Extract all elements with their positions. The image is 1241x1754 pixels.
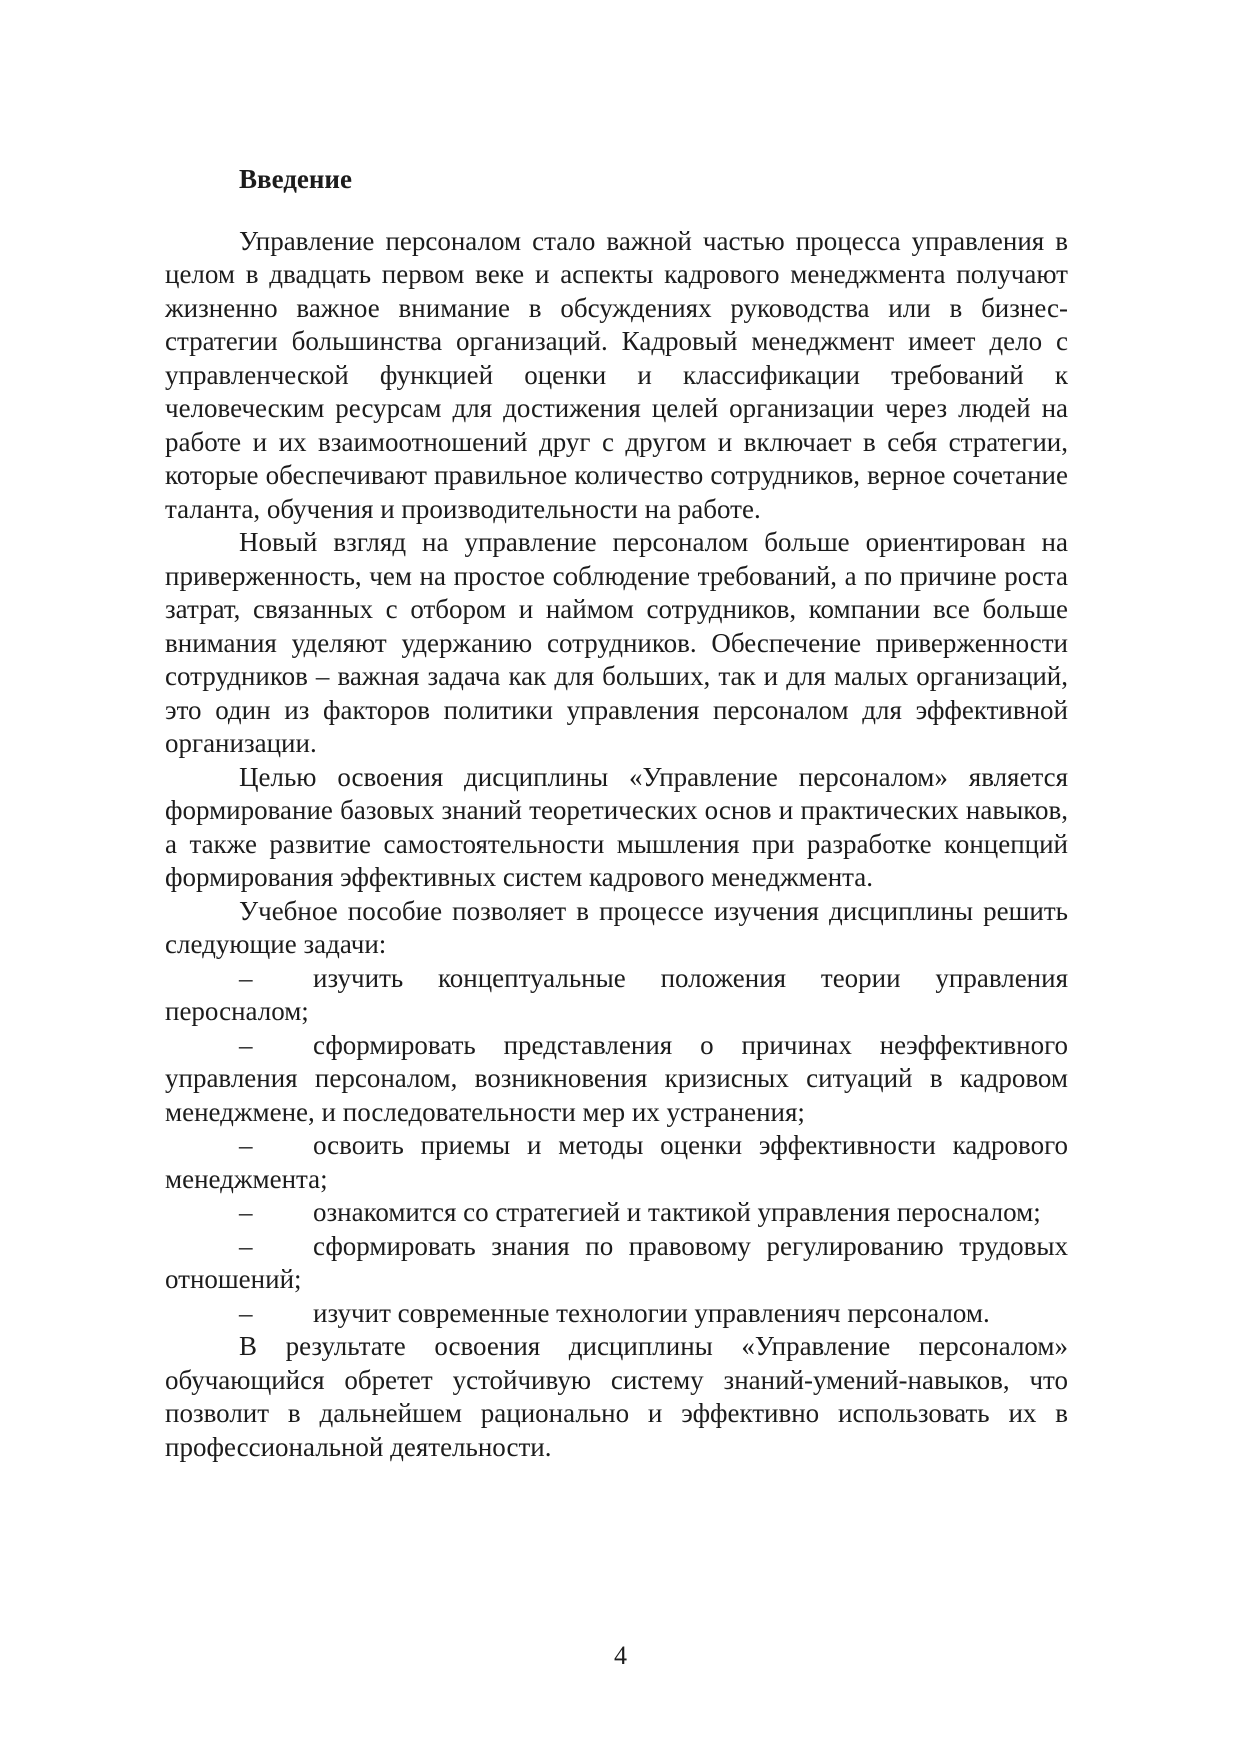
paragraph-4: Учебное пособие позволяет в процессе изучения дисциплины решить следующие задачи:	[165, 895, 1068, 959]
list-item-text: изучит современные технологии управленияч персоналом.	[313, 1297, 990, 1328]
list-item	[165, 1029, 1068, 1130]
paragraph-3: Целью освоения дисциплины «Управление персоналом» является формирование базовых знаний теоретических основ и практических навыков, а также развитие самостоятельности мышления при разработке концепций формирования эффективных систем кадрового менеджмента.	[165, 761, 1068, 892]
dash-marker: –	[239, 1130, 253, 1160]
dash-marker: –	[239, 1297, 253, 1328]
dash-marker: –	[239, 962, 253, 993]
paragraph-1: Управление персоналом стало важной частью процесса управления в целом в двадцать первом веке и аспекты кадрового менеджмента получают жизненно важное внимание в обсуждениях руководства или в бизнес-стратегии большинства организаций. Кадровый менеджмент имеет дело с управленческой функцией оценки и классификации требований к человеческим ресурсам для достижения целей организации через людей на работе и их взаимоотношений друг с другом и включает в себя стратегии, которые обеспечивают правильное количество сотрудников, верное сочетание таланта, обучения и производительности на работе.	[165, 225, 1068, 524]
dash-marker: –	[239, 1230, 253, 1261]
task-list	[165, 962, 1068, 1331]
page-number: 4	[614, 1641, 627, 1670]
list-item	[165, 1129, 1068, 1196]
list-item	[165, 962, 1068, 1029]
paragraph-2: Новый взгляд на управление персоналом больше ориентирован на приверженность, чем на простое соблюдение требований, а по причине роста затрат, связанных с отбором и наймом сотрудников, компании все больше внимания уделяют удержанию сотрудников. Обеспечение приверженности сотрудников – важная задача как для больших, так и для малых организаций, это один из факторов политики управления персоналом для эффективной организации.	[165, 527, 1068, 758]
dash-marker: –	[239, 1029, 253, 1060]
list-item-text: изучить концептуальные положения теории управления перосналом;	[165, 962, 1068, 1026]
list-item	[165, 1297, 1068, 1331]
section-heading: Введение	[239, 164, 352, 194]
dash-marker: –	[239, 1197, 253, 1227]
list-item	[165, 1230, 1068, 1297]
list-item-text: освоить приемы и методы оценки эффективности кадрового менеджмента;	[165, 1130, 1068, 1194]
list-item-text: ознакомится со стратегией и тактикой управления перосналом;	[313, 1197, 1041, 1227]
page-content	[165, 163, 1068, 1464]
list-item-text: сформировать знания по правовому регулированию трудовых отношений;	[165, 1230, 1068, 1294]
list-item-text: сформировать представления о причинах неэффективного управления персоналом, возникновения кризисных ситуаций в кадровом менеджмене, и последовательности мер их устранения;	[165, 1029, 1068, 1127]
list-item	[165, 1196, 1068, 1230]
paragraph-final: В результате освоения дисциплины «Управление персоналом» обучающийся обретет устойчивую систему знаний-умений-навыков, что позволит в дальнейшем рационально и эффективно использовать их в профессиональной деятельности.	[165, 1331, 1068, 1462]
